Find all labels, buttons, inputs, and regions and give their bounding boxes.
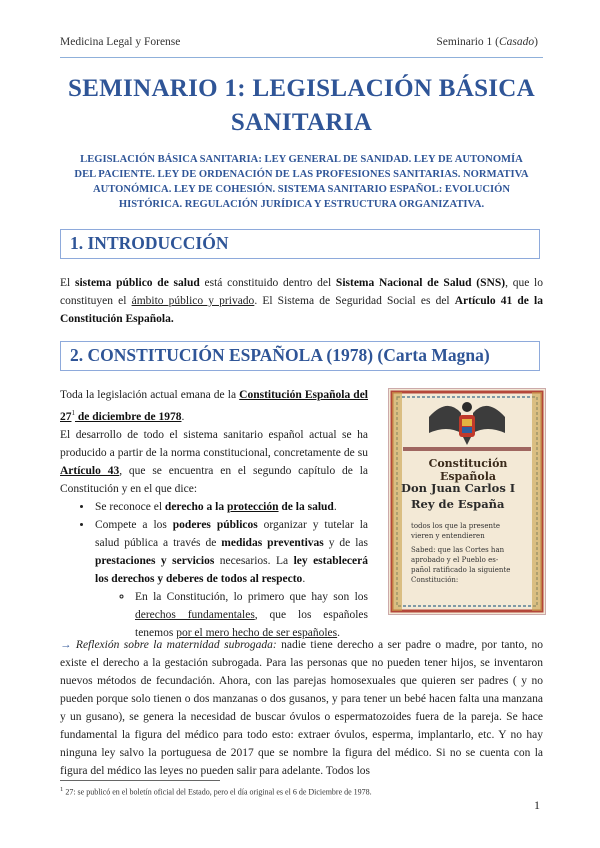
facsimile-text: todos los que la presente vieren y entendieren Sabed: que las Cortes han aprobado y el Pueblo es- pañol ratificado la siguiente Constitución: — [411, 522, 511, 584]
header-rule — [60, 57, 543, 58]
document-subtitle: LEGISLACIÓN BÁSICA SANITARIA: LEY GENERAL DE SANIDAD. LEY DE AUTONOMÍA DEL PACIENTE. LEY DE ORDENACIÓN DE LAS PROFESIONES SANITARIAS. NORMATIVA AUTONÓMICA. LEY DE COHESIÓN. SISTEMA SANITARIO ESPAÑOL: EVOLUCIÓN HISTÓRICA. REGULACIÓN JURÍDICA Y ESTRUCTURA ORGANIZATIVA. — [74, 154, 529, 210]
facsimile-rey-line: Rey de España — [411, 497, 505, 511]
list-item: • Se reconoce el derecho a la protección de la salud. — [93, 498, 368, 516]
list-item: • Compete a los poderes públicos organizar y tutelar la salud pública a través de medidas preventivas y de las prestaciones y servicios necesarios. La ley establecerá los derechos y deberes de todos al respecto. ◦ En la Constitución, lo primero que hay son los derechos fundamentales, que los españoles tenemos por el mero hecho de ser españoles. — [93, 516, 368, 642]
running-header-left: Medicina Legal y Forense — [60, 36, 181, 48]
constitucion-text: Toda la legislación actual emana de la Constitución Española del $27^1$ de diciembre de 1978. El desarrollo de todo el sistema sanitario español actual se ha producido a partir de la norma constitucional, concretamente de su Artículo 43, que se encuentra en el segundo capítulo de la Constitución y en el que dice: • Se reconoce el derecho a la protección de la salud. • Compete a los poderes públicos organizar y tutelar la salud pública a través de medidas preventivas y de las prestaciones y servicios necesarios. La ley establecerá los derechos y deberes de todos al respecto. ◦ En la Constitución, lo primero que hay son los derechos fundamentales, que los españoles tenemos por el mero hecho de ser españoles. — [60, 386, 368, 642]
intro-paragraph: El sistema público de salud está constituido dentro del Sistema Nacional de Salud (SNS), que lo constituyen el ámbito público y privado. El Sistema de Seguridad Social es del Artículo 41 de la Constitución Española. — [60, 277, 543, 325]
facsimile-heading: Constitución Española — [428, 457, 508, 483]
footnote: $^1$ 27: se publicó en el boletín oficial del Estado, pero el día original es el 6 de Diciembre de 1978. — [60, 786, 372, 797]
footnote-rule — [60, 780, 220, 781]
page-number: 1 — [534, 798, 540, 812]
document-title: SEMINARIO 1: LEGISLACIÓN BÁSICA SANITARIA — [67, 75, 536, 136]
running-header-right: Seminario 1 (Casado) — [436, 36, 538, 48]
reflexion-paragraph: → Reflexión sobre la maternidad subrogada: nadie tiene derecho a ser padre o madre, por tanto, no existe el derecho a la gestación subrogada. Para las personas que no pueden tener hijos, se inventaron nuevos métodos de fecundación. Ahora, con las parejas homosexuales que quieren ser padres ( y no pueden porque solo tienen o dos manzanas o dos gusanos, y para tener un bebé hacen falta una manzana y un gusano), se genera la necesidad de buscar óvulos o espermatozoides fuera de la pareja. Se hace fundamental la figura del médico para todo esto: extraer óvulos, esperma, implantarlo, etc. Y no hay ninguna ley salvo la portuguesa de 2017 que se nombre la figura del médico. Si no se cuenta con la figura del médico las leyes no pueden salir para adelante. Todos los — [60, 639, 544, 777]
section-heading-constitucion: 2. CONSTITUCIÓN ESPAÑOLA (1978) (Carta Magna) — [60, 341, 540, 371]
list-item: ◦ En la Constitución, lo primero que hay son los derechos fundamentales, que los españoles tenemos por el mero hecho de ser españoles. — [133, 588, 368, 642]
constitution-facsimile-image — [388, 388, 546, 615]
section-heading-introduccion: 1. INTRODUCCIÓN — [60, 229, 540, 259]
facsimile-king-line: Don Juan Carlos I — [401, 481, 516, 495]
